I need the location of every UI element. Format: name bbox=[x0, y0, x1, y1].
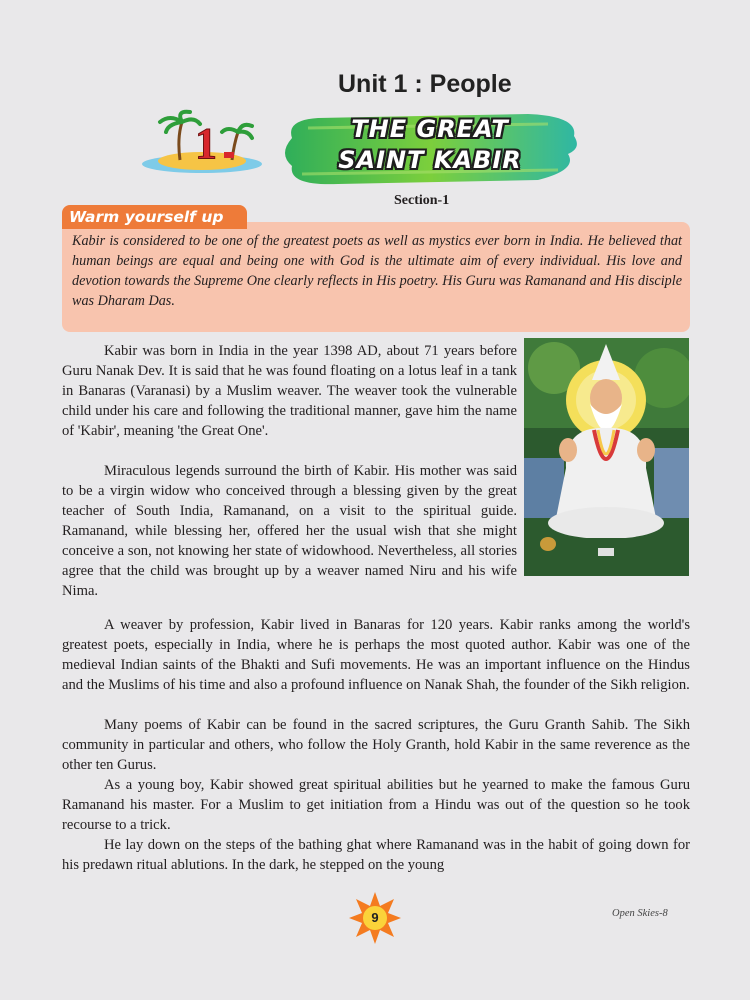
body-paragraph-5: As a young boy, Kabir showed great spiritual abilities but he yearned to make the famous Guru Ramanand his master. For a Muslim to get initiation from a Hindu was out of the question so he took recourse to a trick. bbox=[62, 777, 690, 833]
page-number: 9 bbox=[371, 910, 379, 925]
body-paragraph-4: Many poems of Kabir can be found in the sacred scriptures, the Guru Granth Sahib. The Sikh community in particular and others, who follow the Holy Granth, hold Kabir in the same reverence as the other ten Gurus. bbox=[62, 717, 690, 773]
island-chapter-icon bbox=[140, 108, 270, 178]
chapter-number: 1 bbox=[195, 119, 217, 168]
chapter-title-line-1: THE GREAT bbox=[351, 115, 509, 143]
chapter-title bbox=[278, 114, 582, 176]
body-paragraph-2: Miraculous legends surround the birth of Kabir. His mother was said to be a virgin widow who conceived through a blessing given by the great teacher of South India, Ramanand, on a visit to the spiritual guide. Ramanand, while blessing her, offered her the usual wish that she might conceive a son, not knowing her state of widowhood. Nevertheless, all stories agree that the child was brought up by a weaver named Niru and his wife Nima. bbox=[62, 463, 517, 599]
body-paragraph-1: Kabir was born in India in the year 1398 AD, about 71 years before Guru Nanak Dev. It is said that he was found floating on a lotus leaf in a tank in Banaras (Varanasi) by a Muslim weaver. The weaver took the vulnerable child under his care and following the traditional manner, gave him the name of 'Kabir', meaning 'the Great One'. bbox=[62, 343, 517, 439]
section-label: Section-1 bbox=[394, 193, 450, 208]
warm-up-text: Kabir is considered to be one of the greatest poets as well as mystics ever born in India. He believed that human beings are equal and being one with God is the ultimate aim of every individual. His love and devotion towards the Supreme One clearly reflects in His poetry. His Guru was Ramanand and His disciple was Dharam Das. bbox=[72, 233, 682, 309]
unit-title: Unit 1 : People bbox=[338, 70, 512, 98]
book-title-footer: Open Skies-8 bbox=[612, 908, 668, 919]
body-paragraph-3: A weaver by profession, Kabir lived in Banaras for 120 years. Kabir ranks among the world's greatest poets, especially in India, where he is perhaps the most quoted author. Kabir was one of the medieval Indian saints of the Bhakti and Sufi movements. He was an important influence on the Hindus and the Muslims of his time and also a profound influence on Nanak Shah, the founder of the Sikh religion. bbox=[62, 617, 690, 693]
chapter-title-line-2: SAINT KABIR bbox=[338, 146, 522, 174]
warm-up-heading: Warm yourself up bbox=[62, 205, 247, 229]
kabir-portrait bbox=[524, 338, 689, 576]
body-paragraph-6: He lay down on the steps of the bathing ghat where Ramanand was in the habit of going down for his predawn ritual ablutions. In the dark, he stepped on the young bbox=[62, 837, 690, 873]
